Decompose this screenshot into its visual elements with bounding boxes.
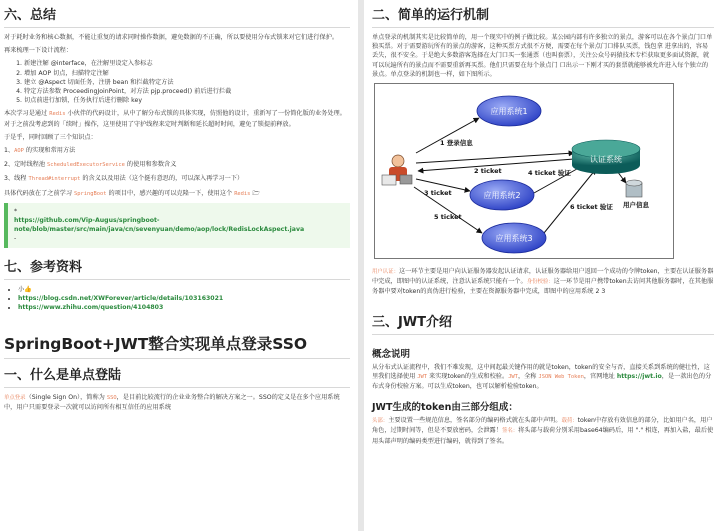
- summary-intro: 对于耗时业务和核心数据，不能让重复的请求同时操作数据，避免数据的不正确，所以要使用分布式锁来对它们进行保护。: [4, 34, 339, 41]
- knowledge-point-2: 2、定时线程池 ScheduledExecutorService 的使用和参数含义: [4, 161, 177, 169]
- tip-box: [4, 203, 350, 248]
- reference-list: [4, 285, 350, 313]
- divider: [4, 358, 350, 359]
- concept-subtitle: 概念说明: [372, 348, 411, 360]
- section-1-title: 一、什么是单点登陆: [4, 368, 122, 384]
- section-6-title: 六、总结: [4, 8, 57, 23]
- left-page: [0, 0, 358, 531]
- inline-code: 头部：: [372, 418, 389, 425]
- inline-code: Redis: [234, 190, 251, 197]
- edge-label-1: 1 登录信息: [440, 139, 473, 148]
- jwt-parts-paragraph: 头部：主要设置一些规范信息，签名部分的编码格式就在头部中声明。载荷：token中存放有效信息的部分，比如用户名，用户角色，过期时间等，但是不要放密码，会泄露！签名：将头部与载荷分别采用base64编码后，用 "." 相连，再加入盐，最后使用头部声明的编码类型进行编码，就得到了签名。: [372, 417, 714, 445]
- list-item: 5. 切点前进行加锁，任务执行后进行删除 key: [24, 96, 350, 105]
- edge-label-6: 6 ticket 验证: [570, 203, 613, 212]
- jwt-parts-subtitle: JWT生成的token由三部分组成：: [372, 402, 518, 414]
- inline-code: 签名：: [501, 428, 519, 435]
- recap-label: 再来梳理一下设计流程：: [4, 47, 73, 55]
- sso-diagram: [374, 83, 714, 263]
- concept-paragraph: 从分布式认证流程中，我们不难发现，这中间起最关键作用的就是token，token的安全与否，直接关系到系统的健壮性，这里我们选择使用 JWT 来实现token的生成和校验。JWT，全称 JSON Web Token，官网地址 https://jwt.io，是一款出色的分布式身份校验方案。可以生成token，也可以解析检验token。: [372, 363, 712, 391]
- app-system-3-label: 应用系统3: [495, 234, 533, 244]
- inline-code: Thread#interrupt: [28, 176, 81, 183]
- inline-code: JWT: [508, 373, 518, 380]
- mechanism-paragraph: 单点登录的机制其实是比较简单的，用一个现实中的例子做比较。某公园内部有许多独立的景点，游客可以在各个景点门口单独买票。对于需要游玩所有的景点的游客，这种买票方式很不方便，需要在每个景点门口排队买票，钱包拿 进拿出的，容易丢失，很不安全。于是绝大多数游客选择在大门口买一张通票（也叫套票），关注公众号码猿技术专栏获取更多面试资源，就可以玩遍所有的景点而不需要重新再买票。他们只需要在每个景点门 口出示一下刚才买的套票就能够被允许进入每个独立的景点。单点登录的机制也一样，如下图所示。: [372, 34, 713, 78]
- auth-paragraph: 用户认证：这一环节主要是用户向认证服务器发起认证请求，认证服务器给用户返回一个成功的令牌token，主要在认证服务器中完成，即图中的认证系统，注意认证系统只能有一个。身份校验：这一环节是用户携带token去访问其他服务器时，在其他服务器中要对token的真伪进行检验，主要在资源服务器中完成，即图中的应用系统 2 3: [372, 268, 714, 296]
- inline-code: AOP: [14, 148, 24, 155]
- edge-label-2: 2 ticket: [474, 167, 502, 176]
- list-item: [18, 303, 350, 312]
- list-item: 3. 建立 @Aspect 切面任务，注册 bean 和拦截特定方法: [24, 78, 350, 87]
- jwt-io-link[interactable]: https://jwt.io: [616, 372, 662, 380]
- divider: [372, 334, 714, 335]
- auth-system-label: 认证系统: [590, 155, 622, 165]
- reference-link-2[interactable]: https://www.zhihu.com/question/4104803: [18, 304, 164, 312]
- tip-star: *: [14, 207, 18, 215]
- edge-label-3: 3 ticket: [424, 189, 452, 198]
- edge-label-4: 4 ticket 验证: [528, 169, 571, 178]
- inline-code: 载荷：: [561, 418, 578, 425]
- tip-end: -: [14, 235, 17, 243]
- inline-code: JSON Web Token: [538, 373, 584, 380]
- divider: [4, 279, 350, 280]
- inline-code: SSO: [106, 395, 117, 402]
- right-page: [364, 0, 720, 531]
- core-paragraph: 本次学习是通过 Redis 小伙伴的代码设计，从中了解分布式锁的具体实现，仿照他的设计，重新写了一份简化版的业务处理。对于之前没考虑到的「续时」操作，这里使用了守护线程来定时判断和延长超时时间，避免了锁提前释放。: [4, 110, 346, 128]
- inline-code: 单点登录: [4, 395, 26, 402]
- app-system-2-label: 应用系统2: [483, 191, 521, 201]
- article-title: SpringBoot+JWT整合实现单点登录SSO: [4, 335, 308, 354]
- list-item: • 小👍: [18, 285, 350, 294]
- list-item: 1. 新建注解 @interface，在注解里设定入参标志: [24, 59, 350, 68]
- divider: [372, 27, 714, 28]
- sso-diagram-svg: [374, 83, 674, 259]
- inline-code: Redis: [49, 111, 66, 118]
- sso-definition: 单点登录（Single Sign On），简称为 SSO，是目前比较流行的企业业务整合的解决方案之一。SSO的定义是在多个应用系统中，用户只需要登录一次就可以访问所有相互信任的应用系统: [4, 394, 340, 412]
- list-item: [18, 294, 350, 303]
- list-item: 4. 特定方法参数 ProceedingJoinPoint，对方法 pjp.proceed() 前后进行拦截: [24, 87, 350, 96]
- knowledge-point-3: 3、线程 Thread#interrupt 的含义以及用法（这个挺有意思的，可以深入再学习一下）: [4, 175, 244, 183]
- section-7-title: 七、参考资料: [4, 259, 83, 275]
- knowledge-point-1: 1、AOP 的实现和常用方法: [4, 147, 76, 155]
- divider: [4, 387, 350, 388]
- section-2-title: 二、简单的运行机制: [372, 8, 490, 23]
- section-3-title: 三、JWT介绍: [372, 314, 453, 330]
- user-info-label: 用户信息: [623, 201, 649, 210]
- inline-code: 用户认证：: [372, 269, 399, 276]
- divider: [4, 27, 350, 28]
- inline-code: ScheduledExecutorService: [47, 162, 125, 169]
- edge-label-5: 5 ticket: [434, 213, 462, 222]
- github-link[interactable]: https://github.com/Vip-Augus/springboot-note/blob/master/src/main/java/cn/sevenyuan/demo/aop/lock/RedisLockAspect.java: [14, 217, 305, 234]
- reference-link-1[interactable]: https://blog.csdn.net/XWForever/article/details/103163021: [18, 294, 224, 302]
- inline-code: JWT: [417, 373, 428, 380]
- inline-code: 身份校验：: [526, 279, 554, 286]
- inline-code: SpringBoot: [74, 190, 107, 197]
- database-icon: [626, 180, 642, 197]
- design-steps-list: [4, 59, 350, 105]
- learned-label: 于是乎，同时回顾了三个知识点：: [4, 133, 97, 141]
- app-system-1-label: 应用系统1: [490, 107, 528, 117]
- code-location-paragraph: 具体代码放在了之前学习 SpringBoot 的项目中，感兴趣的可以克隆一下，使用这个 Redis 🗁: [4, 189, 261, 197]
- list-item: 2. 增加 AOP 切点，扫描特定注解: [24, 69, 350, 78]
